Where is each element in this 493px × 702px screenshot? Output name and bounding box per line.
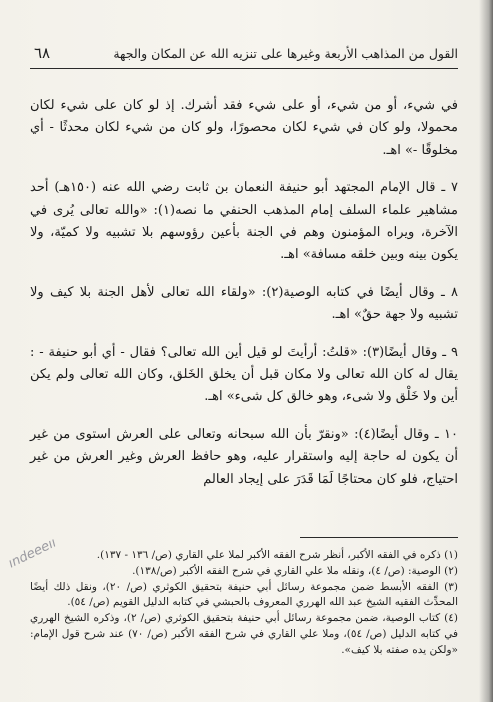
footnote: (٤) كتاب الوصية، ضمن مجموعة رسائل أبي حنيفة بتحقيق الكوثري (ص/ ٢)، وذكره الشيخ الهرري في كتابه الدليل (ص/ ٥٤)، وملا علي القاري في شرح الفقه الأكبر (ص/ ٧٠) عند شرح قول الإمام: «ولكن يده صفته بلا كيف». [30, 612, 458, 656]
paragraph: ٨ ـ وقال أيضًا في كتابه الوصية(٢): «ولقاء الله تعالى لأهل الجنة بلا كيف ولا تشبيه ولا جهة حقٌ» اهـ. [30, 284, 459, 323]
page-number: ٦٨ [34, 44, 51, 62]
running-header [30, 42, 458, 68]
footnote: (١) ذكره في الفقه الأكبر، أنظر شرح الفقه الأكبر لملا علي القاري (ص/ ١٣٦ - ١٣٧). [96, 549, 458, 561]
page-spine-shadow [479, 0, 493, 702]
running-header-title: القول من المذاهب الأربعة وغيرها على تنزيه الله عن المكان والجهة [113, 46, 458, 61]
main-text [30, 95, 458, 506]
footnote: (٣) الفقه الأبسط ضمن مجموعة رسائل أبي حنيفة بتحقيق الكوثري (ص/ ٢٠)، ونقل ذلك أيضًا المحدِّث الفقيه الشيخ عبد الله الهرري المعروف بالحبشي في كتابه الدليل القويم (ص/ ٥٤). [30, 580, 458, 609]
header-rule [30, 68, 458, 69]
footnote-rule [300, 537, 458, 538]
footnote: (٢) الوصية: (ص/ ٤)، ونقله ملا علي القاري في شرح الفقه الأكبر (ص/١٣٨). [132, 564, 458, 577]
paragraph: ٧ ـ قال الإمام المجتهد أبو حنيفة النعمان بن ثابت رضي الله عنه (١٥٠هـ) أحد مشاهير علماء السلف إمام المذهب الحنفي ما نصه(١): «والله تعالى يُرى في الآخرة، ويراه المؤمنون وهم في الجنة بأعين رؤوسهم بلا تشبيه ولا كميّة، ولا يكون بينه وبين خلقه مسافة» اهـ. [30, 180, 458, 263]
handwritten-margin-note: ındeeeıı [6, 535, 59, 572]
paragraph: ٩ ـ وقال أيضًا(٣): «قلتُ: أرأيتَ لو قيل أين الله تعالى؟ فقال - أي أبو حنيفة - : يقال له كان الله تعالى ولا مكان قبل أن يخلق الخَلق، وكان الله تعالى ولم يكن أين ولا خَلْق ولا شىء، وهو خالق كل شىء» اهـ. [30, 344, 458, 405]
paragraph: في شيء، أو من شيء، أو على شيء فقد أشرك. إذ لو كان على شيء لكان محمولا، ولو كان في شيء لكان محصورًا، ولو كان من شيء لكان محدثًا - أي مخلوقًا -» اهـ. [30, 98, 459, 158]
footnotes [30, 548, 458, 659]
paragraph: ١٠ ـ وقال أيضًا(٤): «ونقرّ بأن الله سبحانه وتعالى على العرش استوى من غير أن يكون له حاجة إليه واستقرار عليه، وهو حافظ العرش وغير العرش من غير احتياج، فلو كان محتاجًا لَمَا قَدَرَ على إيجاد العالم [30, 426, 458, 487]
